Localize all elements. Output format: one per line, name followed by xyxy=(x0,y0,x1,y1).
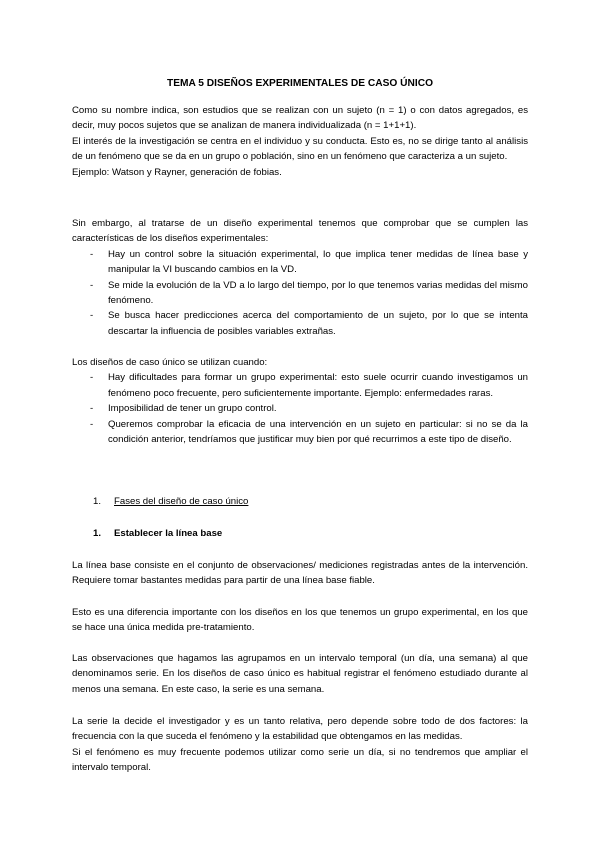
body-paragraph: Si el fenómeno es muy frecuente podemos utilizar como serie un día, si no tendremos que ampliar el intervalo temporal. xyxy=(72,746,528,774)
section-title: Fases del diseño de caso único xyxy=(114,496,249,507)
dash-bullet: - xyxy=(90,248,94,260)
list-item xyxy=(72,401,528,416)
body-paragraph-block xyxy=(72,605,528,636)
section-heading xyxy=(72,494,528,509)
dash-bullet: - xyxy=(90,310,94,322)
page-title: TEMA 5 DISEÑOS EXPERIMENTALES DE CASO ÚNICO xyxy=(166,78,434,89)
subsection-number: 1. xyxy=(93,528,102,539)
characteristics-block xyxy=(72,216,528,339)
subsection-heading xyxy=(72,526,528,541)
subsection-title: Establecer la línea base xyxy=(114,528,223,539)
dash-bullet: - xyxy=(90,418,94,430)
characteristics-intro: Sin embargo, al tratarse de un diseño experimental tenemos que comprobar que se cumplen las características de los diseños experimentales: xyxy=(72,218,528,245)
dash-bullet: - xyxy=(90,279,94,291)
body-paragraph: La línea base consiste en el conjunto de observaciones/ mediciones registradas antes de la intervención. Requiere tomar bastantes medidas para partir de una línea base fiable. xyxy=(72,560,528,587)
intro-paragraph: Como su nombre indica, son estudios que se realizan con un sujeto (n = 1) o con datos agregados, es decir, muy pocos sujetos que se analizan de manera individualizada (n = 1+1+1). xyxy=(72,105,528,132)
intro-paragraph: El interés de la investigación se centra en el individuo y su conducta. Esto es, no se dirige tanto al análisis de un fenómeno que se da en un grupo o población, sino en un fenómeno que caracteriza a un sujeto. xyxy=(72,135,528,163)
body-paragraph: La serie la decide el investigador y es un tanto relativa, pero depende sobre todo de dos factores: la frecuencia con la que suceda el fenómeno y la estabilidad que obtengamos en las medidas. xyxy=(72,716,528,743)
list-item xyxy=(72,370,528,401)
list-item-text: Hay un control sobre la situación experimental, lo que implica tener medidas de línea base y manipular la VI buscando cambios en la VD. xyxy=(108,248,528,276)
intro-block xyxy=(72,103,528,180)
intro-example: Ejemplo: Watson y Rayner, generación de fobias. xyxy=(72,166,282,178)
list-item-text: Imposibilidad de tener un grupo control. xyxy=(108,403,277,415)
body-paragraph-block xyxy=(72,651,528,697)
body-paragraph: Las observaciones que hagamos las agrupamos en un intervalo temporal (un día, una semana) al que denominamos serie. En los diseños de caso único es habitual registrar el fenómeno estudiado durante al menos una semana. En este caso, la serie es una semana. xyxy=(72,653,528,695)
list-item xyxy=(72,278,528,309)
characteristics-list xyxy=(72,247,528,339)
list-item xyxy=(72,247,528,278)
usage-list xyxy=(72,370,528,447)
usage-block xyxy=(72,355,528,447)
body-paragraph-block xyxy=(72,558,528,589)
body-paragraph: Esto es una diferencia importante con los diseños en los que tenemos un grupo experimental, en los que se hace una única medida pre-tratamiento. xyxy=(72,607,528,634)
list-item xyxy=(72,308,528,339)
list-item xyxy=(72,417,528,448)
list-item-text: Se busca hacer predicciones acerca del comportamiento de un sujeto, por lo que se intenta descartar la influencia de posibles variables extrañas. xyxy=(108,310,528,337)
section-number: 1. xyxy=(93,496,102,507)
dash-bullet: - xyxy=(90,403,94,415)
usage-intro: Los diseños de caso único se utilizan cuando: xyxy=(72,357,268,368)
dash-bullet: - xyxy=(90,372,94,384)
list-item-text: Hay dificultades para formar un grupo experimental: esto suele ocurrir cuando investigamos un fenómeno poco frecuente, pero suficientemente importante. Ejemplo: enfermedades raras. xyxy=(108,372,528,399)
list-item-text: Queremos comprobar la eficacia de una intervención en un sujeto en particular: si no se da la condición anterior, tendríamos que justificar muy bien por qué recurrimos a este tipo de diseño. xyxy=(108,418,528,446)
body-paragraph-block xyxy=(72,714,528,776)
list-item-text: Se mide la evolución de la VD a lo largo del tiempo, por lo que tenemos varias medidas del mismo fenómeno. xyxy=(108,279,528,307)
